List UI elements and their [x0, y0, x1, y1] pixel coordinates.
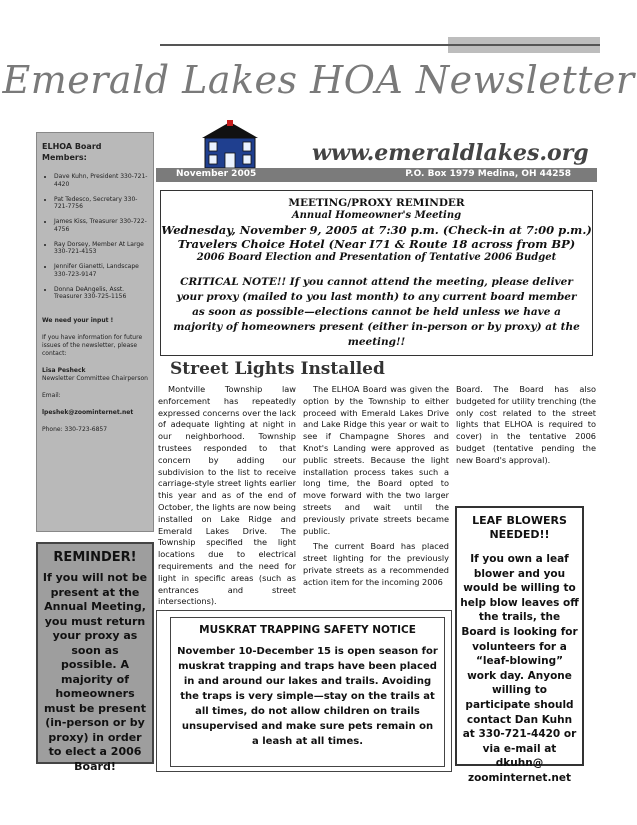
- meeting-location: Travelers Choice Hotel (Near I71 & Route 18 across from BP): [177, 237, 576, 251]
- website-url[interactable]: www.emeraldlakes.org: [312, 140, 589, 166]
- contact-email[interactable]: lpeshek@zoominternet.net: [42, 409, 134, 416]
- board-member: • James Kiss, Treasurer 330-722-4756: [54, 218, 149, 233]
- board-member: • Donna DeAngelis, Asst. Treasurer 330-725-1156: [54, 286, 149, 301]
- article-column-2: [303, 384, 449, 589]
- house-icon: [200, 118, 260, 170]
- email-label: Email:: [42, 392, 61, 399]
- contact-name: Lisa Pesheck: [42, 367, 86, 374]
- input-text: If you have information for future issues of the newsletter, please contact:: [42, 334, 143, 357]
- article-paragraph: Montville Township law enforcement has repeatedly expressed concerns over the lack of adequate lighting at night in our neighborhood. Township trustees responded to that concern by adding our subdivision to the list to receive carriage-style street lights earlier this year and as of the end of October, the lights are now being installed on Lake Ridge and Emerald Lakes Drive. The Township specified the light locations due to electrical requirements and the need for light in specific areas (such as entrances and street intersections).: [158, 384, 296, 607]
- article-paragraph: The current Board has placed street lighting for the previously private streets as a recommended action item for the incoming 2006: [303, 541, 449, 587]
- article-title: Street Lights Installed: [170, 359, 385, 379]
- meeting-title: MEETING/PROXY REMINDER: [288, 197, 465, 209]
- muskrat-notice-box: [170, 617, 445, 767]
- board-member-list: [42, 173, 149, 301]
- board-member: • Dave Kuhn, President 330-721-4420: [54, 173, 149, 188]
- reminder-body: If you will not be present at the Annual Meeting, you must return your proxy as soon as possible. A majority of homeowners must be present (in-person or by proxy) in order to elect a 2006 Board!: [42, 571, 148, 773]
- board-member: • Jennifer Gianetti, Landscape 330-723-9147: [54, 263, 149, 278]
- sidebar-title: ELHOA Board Members:: [42, 142, 102, 162]
- muskrat-title: MUSKRAT TRAPPING SAFETY NOTICE: [199, 624, 416, 636]
- meeting-agenda: 2006 Board Election and Presentation of Tentative 2006 Budget: [196, 252, 557, 263]
- newsletter-title: Emerald Lakes HOA Newsletter: [2, 58, 635, 102]
- meeting-reminder-box: [160, 190, 593, 356]
- article-column-3: [456, 384, 596, 467]
- leaf-blowers-box: [455, 506, 584, 784]
- board-member: • Pat Tedesco, Secretary 330-721-7756: [54, 196, 149, 211]
- mailing-address: P.O. Box 1979 Medina, OH 44258: [405, 169, 571, 179]
- sidebar-board-members: [36, 132, 154, 532]
- article-paragraph: The ELHOA Board was given the option by the Township to either proceed with Emerald Lakes Drive and Lake Ridge this year or wait to see if Champagne Shores and Knot's Landing were approved as public streets. Because the light installation process takes such a long time, the Board opted to move forward with the two larger streets and wait until the previously private streets became public.: [303, 384, 449, 536]
- reminder-box: [36, 542, 154, 773]
- critical-note: CRITICAL NOTE!! If you cannot attend the meeting, please deliver your proxy (mailed to you last month) to any current board member as soon as possible—elections cannot be held unless we have a majority of homeowners present (either in-person or by proxy) at the meeting!!: [173, 276, 580, 348]
- meeting-datetime: Wednesday, November 9, 2005 at 7:30 p.m. (Check-in at 7:00 p.m.): [161, 223, 592, 237]
- header-rule: [160, 44, 600, 46]
- meeting-subtitle: Annual Homeowner's Meeting: [291, 210, 462, 221]
- muskrat-body: November 10-December 15 is open season for muskrat trapping and traps have been placed in and around our lakes and trails. Avoiding the traps is very simple—stay on the trails at all times, do not allow children on trails unsupervised and make sure pets remain on a leash at all times.: [177, 646, 438, 747]
- leaf-body: If you own a leaf blower and you would be willing to help blow leaves off the trails, the Board is looking for volunteers for a “leaf-blowing” work day. Anyone willing to participate should contact Dan Kuhn at 330-721-4420 or via e-mail at dkuhn@ zoominternet.net: [460, 553, 579, 784]
- contact-role: Newsletter Committee Chairperson: [42, 375, 148, 382]
- contact-phone: Phone: 330-723-6857: [42, 426, 108, 433]
- article-paragraph: Board. The Board has also budgeted for utility trenching (the only cost related to the street lights that ELHOA is required to cover) in the tentative 2006 budget (tentative pending the new Board's approval).: [456, 384, 596, 465]
- board-member: • Ray Dorsey, Member At Large 330-721-4153: [54, 241, 149, 256]
- article-column-1: [158, 384, 296, 608]
- reminder-title: REMINDER!: [53, 550, 137, 565]
- leaf-title: LEAF BLOWERS NEEDED!!: [472, 514, 567, 541]
- issue-date: November 2005: [176, 169, 257, 179]
- input-heading: We need your input !: [42, 317, 114, 324]
- issue-date-bar: [156, 168, 597, 182]
